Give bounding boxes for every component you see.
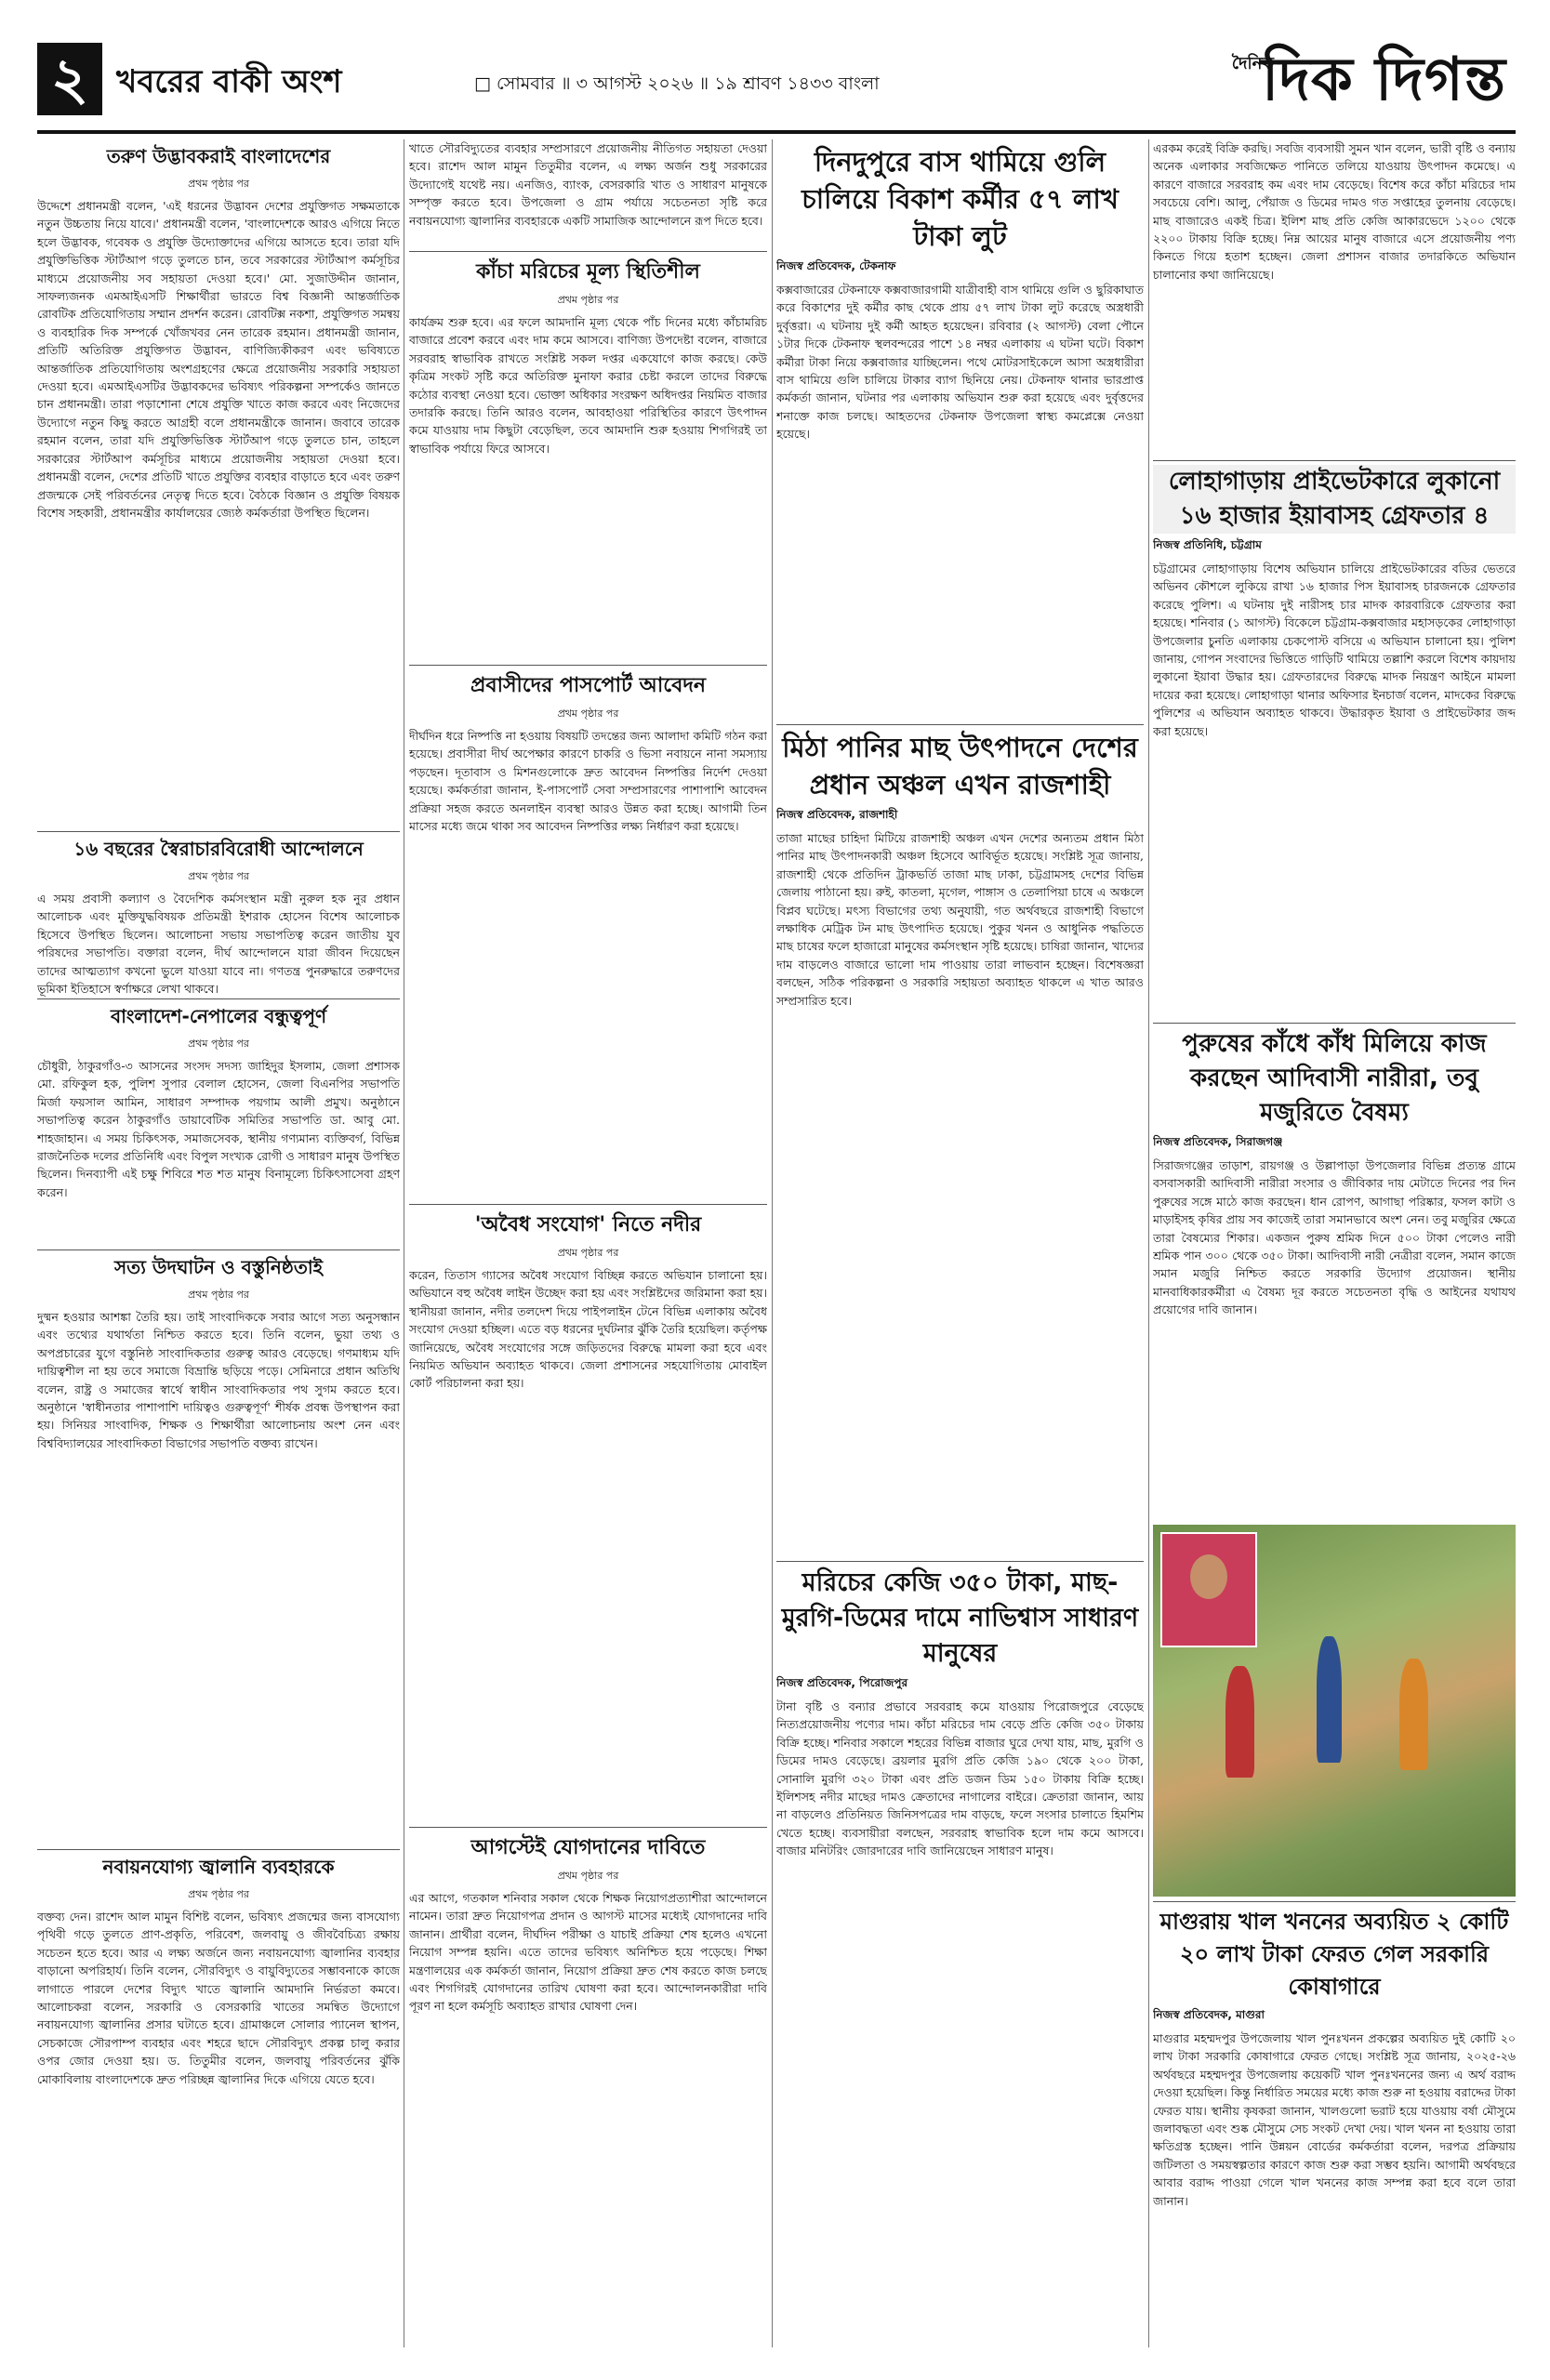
story-passport: [409, 669, 767, 1205]
story-headline: আগস্টেই যোগদানের দাবিতে: [470, 1836, 706, 1859]
story-body: চট্টগ্রামের লোহাগাড়ায় বিশেষ অভিযান চালিয়ে প্রাইভেটকারের বডির ভেতরে অভিনব কৌশলে লুকিয়ে রাখা ১৬ হাজার পিস ইয়াবাসহ চারজনকে গ্রেফতার করেছে পুলিশ। এ ঘটনায় দুই নারীসহ চার মাদক কারবারিকে গ্রেফতার করা হয়েছে। শনিবার (১ আগস্ট) বিকেলে চট্টগ্রাম-কক্সবাজার মহাসড়কের লোহাগাড়া উপজেলার চুনতি এলাকায় চেকপোস্ট বসিয়ে এ অভিযান চালানো হয়। পুলিশ জানায়, গোপন সংবাদের ভিত্তিতে গাড়িটি থামিয়ে তল্লাশি করলে বিশেষ কায়দায় লুকানো ইয়াবা উদ্ধার হয়। গ্রেফতারদের বিরুদ্ধে মাদক নিয়ন্ত্রণ আইনে মামলা দায়ের করা হয়েছে। লোহাগাড়া থানার অফিসার ইনচার্জ বলেন, মাদকের বিরুদ্ধে পুলিশের এ অভিযান অব্যাহত থাকবে। উদ্ধারকৃত ইয়াবা ও প্রাইভেটকার জব্দ করা হয়েছে।: [1153, 562, 1516, 738]
story-magura-canal: [1153, 1906, 1516, 2347]
story-headline: মিঠা পানির মাছ উৎপাদনে দেশের প্রধান অঞ্চল এখন রাজশাহী: [782, 732, 1138, 800]
story-headline: মরিচের কেজি ৩৫০ টাকা, মাছ-মুরগি-ডিমের দামে নাভিশ্বাস সাধারণ মানুষের: [781, 1568, 1139, 1668]
worker-figure: [1225, 1666, 1254, 1778]
page-number: ২: [37, 43, 102, 115]
story-journalism: [37, 1254, 400, 1850]
story-body: দুষ্মন হওয়ার আশঙ্কা তৈরি হয়। তাই সাংবাদিককে সবার আগে সত্য অনুসন্ধান এবং তথ্যের যথার্থতা নিশ্চিত করতে হবে। তিনি বলেন, ভুয়া তথ্য ও অপপ্রচারের যুগে বস্তুনিষ্ঠ সাংবাদিকতার গুরুত্ব আরও বেড়েছে। গণমাধ্যম যদি দায়িত্বশীল না হয় তবে সমাজে বিভ্রান্তি ছড়িয়ে পড়ে। সেমিনারে প্রধান অতিথি বলেন, রাষ্ট্র ও সমাজের স্বার্থে স্বাধীন সাংবাদিকতার পথ সুগম করতে হবে। অনুষ্ঠানে 'স্বাধীনতার পাশাপাশি দায়িত্বও গুরুত্বপূর্ণ' শীর্ষক প্রবন্ধ উপস্থাপন করা হয়। সিনিয়র সাংবাদিক, শিক্ষক ও শিক্ষার্থীরা আলোচনায় অংশ নেন এবং বিশ্ববিদ্যালয়ের সাংবাদিকতা বিভাগের সভাপতি বক্তব্য রাখেন।: [37, 1310, 400, 1450]
story-innovators: [37, 143, 400, 832]
story-nepal: [37, 1003, 400, 1250]
story-yaba-arrest: [1153, 465, 1516, 1024]
story-chili-price: [409, 256, 767, 666]
story-headline: পুরুষের কাঁধে কাঁধ মিলিয়ে কাজ করছেন আদিবাসী নারীরা, তবু মজুরিতে বৈষম্য: [1182, 1030, 1487, 1127]
story-rajshahi-fish: [776, 729, 1144, 1562]
story-indigenous-women: [1153, 1027, 1516, 1902]
story-bkash-robbery: [776, 143, 1144, 725]
story-headline: বাংলাদেশ-নেপালের বন্ধুত্বপূর্ণ: [110, 1005, 327, 1027]
story-headline: মাগুরায় খাল খননের অব্যয়িত ২ কোটি ২০ লাখ টাকা ফেরত গেল সরকারি কোষাগারে: [1159, 1909, 1509, 2000]
portrait-face: [1190, 1554, 1227, 1599]
story-byline: নিজস্ব প্রতিবেদক, টেকনাফ: [776, 259, 896, 272]
column-4: [1153, 139, 1516, 2347]
jump-label: প্রথম পৃষ্ঠার পর: [188, 870, 249, 882]
jump-label: প্রথম পৃষ্ঠার পর: [557, 1247, 619, 1259]
story-byline: নিজস্ব প্রতিবেদক, রাজশাহী: [776, 808, 898, 821]
story-body: দীর্ঘদিন ধরে নিষ্পত্তি না হওয়ায় বিষয়টি তদন্তের জন্য আলাদা কমিটি গঠন করা হয়েছে। প্রবাসীরা দীর্ঘ অপেক্ষার কারণে চাকরি ও ভিসা নবায়নে নানা সমস্যায় পড়ছেন। দূতাবাস ও মিশনগুলোকে দ্রুত আবেদন নিষ্পত্তির নির্দেশ দেওয়া হয়েছে। কর্মকর্তারা জানান, ই-পাসপোর্ট সেবা সম্প্রসারণের পাশাপাশি আবেদন প্রক্রিয়া সহজ করতে অনলাইন ব্যবস্থা আরও উন্নত করা হচ্ছে। আগামী তিন মাসের মধ্যে জমে থাকা সব আবেদন নিষ্পত্তির লক্ষ্য নির্ধারণ করা হয়েছে।: [409, 729, 767, 834]
story-teacher-joining: [409, 1831, 767, 2347]
story-headline: সত্য উদঘাটন ও বস্তুনিষ্ঠতাই: [113, 1256, 324, 1278]
jump-label: প্রথম পৃষ্ঠার পর: [188, 1289, 249, 1301]
story-body: সিরাজগঞ্জের তাড়াশ, রায়গঞ্জ ও উল্লাপাড়া উপজেলার বিভিন্ন প্রত্যন্ত গ্রামে বসবাসকারী আদিবাসী নারীরা সংসার ও জীবিকার দায় মেটাতে দিনের পর দিন পুরুষের সঙ্গে মাঠে কাজ করছেন। ধান রোপণ, আগাছা পরিষ্কার, ফসল কাটা ও মাড়াইসহ কৃষির প্রায় সব কাজেই তারা সমানভাবে অংশ নেন। তবু মজুরির ক্ষেত্রে তারা বৈষম্যের শিকার। একজন পুরুষ শ্রমিক দিনে ৫০০ টাকা পেলেও নারী শ্রমিক পান ৩০০ থেকে ৩৫০ টাকা। আদিবাসী নারী নেত্রীরা বলেন, সমান কাজে সমান মজুরি নিশ্চিত করতে সরকারি উদ্যোগ প্রয়োজন। স্থানীয় মানবাধিকারকর্মীরা এ বৈষম্য দূর করতে সচেতনতা বৃদ্ধি ও আইনের যথাযথ প্রয়োগের দাবি জানান।: [1153, 1158, 1516, 1317]
column-3: [776, 139, 1144, 2347]
story-headline: প্রবাসীদের পাসপোর্ট আবেদন: [470, 674, 707, 697]
section-title: খবরের বাকী অংশ: [116, 63, 342, 100]
logo-small-text: দৈনিক: [1231, 54, 1274, 73]
story-byline: নিজস্ব প্রতিবেদক, মাগুরা: [1153, 2008, 1265, 2021]
story-headline: তরুণ উদ্ভাবকরাই বাংলাদেশের: [106, 145, 331, 167]
jump-label: প্রথম পৃষ্ঠার পর: [557, 1870, 619, 1882]
story-body: টানা বৃষ্টি ও বন্যার প্রভাবে সরবরাহ কমে যাওয়ায় পিরোজপুরে বেড়েছে নিত্যপ্রয়োজনীয় পণ্যের দাম। কাঁচা মরিচের দাম বেড়ে প্রতি কেজি ৩৫০ টাকায় বিক্রি হচ্ছে। শনিবার সকালে শহরের বিভিন্ন বাজার ঘুরে দেখা যায়, মাছ, মুরগি ও ডিমের দামও বেড়েছে। ব্রয়লার মুরগি প্রতি কেজি ১৯০ থেকে ২০০ টাকা, সোনালি মুরগি ৩২০ টাকা এবং প্রতি ডজন ডিম ১৫০ টাকায় বিক্রি হচ্ছে। ইলিশসহ নদীর মাছের দামও ক্রেতাদের নাগালের বাইরে। ক্রেতারা জানান, আয় না বাড়লেও প্রতিনিয়ত জিনিসপত্রের দাম বাড়ছে, ফলে সংসার চালাতে হিমশিম খেতে হচ্ছে। ব্যবসায়ীরা বলছেন, সরবরাহ স্বাভাবিক হলে দাম কমে আসবে। বাজার মনিটরিং জোরদারের দাবি জানিয়েছেন সাধারণ মানুষ।: [776, 1699, 1144, 1858]
story-body: খাতে সৌরবিদ্যুতের ব্যবহার সম্প্রসারণে প্রয়োজনীয় নীতিগত সহায়তা দেওয়া হবে। রাশেদ আল মামুন তিতুমীর বলেন, এ লক্ষ্য অর্জন শুধু সরকারের উদ্যোগেই যথেষ্ট নয়। এনজিও, ব্যাংক, বেসরকারি খাত ও সাধারণ মানুষকে সম্পৃক্ত করতে হবে। উপজেলা ও গ্রাম পর্যায়ে সচেতনতা সৃষ্টি করে নবায়নযোগ্য জ্বালানির ব্যবহারকে একটি সামাজিক আন্দোলনে রূপ দিতে হবে।: [409, 141, 767, 228]
story-headline: ১৬ বছরের স্বৈরাচারবিরোধী আন্দোলনে: [73, 838, 364, 860]
jump-label: প্রথম পৃষ্ঠার পর: [188, 1888, 249, 1900]
column-2: [409, 139, 767, 2347]
story-body: কার্যক্রম শুরু হবে। এর ফলে আমদানি মূল্য থেকে পাঁচ দিনের মধ্যে কাঁচামরিচ বাজারে প্রবেশ করবে এবং দাম কমে আসবে। বাণিজ্য উপদেষ্টা বলেন, বাজারে সরবরাহ স্বাভাবিক রাখতে সংশ্লিষ্ট সকল দপ্তর একযোগে কাজ করছে। কেউ কৃত্রিম সংকট সৃষ্টি করে অতিরিক্ত মুনাফা করার চেষ্টা করলে তাদের বিরুদ্ধে কঠোর ব্যবস্থা নেওয়া হবে। ভোক্তা অধিকার সংরক্ষণ অধিদপ্তর নিয়মিত বাজার তদারকি করছে। তিনি আরও বলেন, আবহাওয়া পরিস্থিতির কারণে উৎপাদন কমে যাওয়ায় দাম কিছুটা বেড়েছিল, তবে আমদানি শুরু হওয়ায় শিগগিরই তা স্বাভাবিক পর্যায়ে ফিরে আসবে।: [409, 315, 767, 456]
story-body: উদ্দেশে প্রধানমন্ত্রী বলেন, 'এই ধরনের উদ্ভাবন দেশের প্রযুক্তিগত সক্ষমতাকে নতুন উচ্চতায় নিয়ে যাবে।' প্রধানমন্ত্রী বলেন, 'বাংলাদেশকে আরও এগিয়ে নিতে হলে উদ্ভাবক, গবেষক ও প্রযুক্তি উদ্যোক্তাদের এগিয়ে আসতে হবে। তারা যদি প্রযুক্তিভিত্তিক স্টার্টআপ গড়ে তুলতে চান, তবে সরকারের স্টার্টআপ কর্মসূচির মাধ্যমে প্রয়োজনীয় সব সহায়তা দেওয়া হবে।' মো. সুজাউদ্দীন জানান, সাফল্যজনক এমআইএসটি শিক্ষার্থীরা ভারতে বিশ্ব বিজ্ঞানী আন্তর্জাতিক রোবটিক প্রতিযোগিতায় সম্মান প্রদর্শন করেন। রোবটিক্স নকশা, প্রযুক্তিগত সমন্বয় ও ব্যবহারিক দিক সম্পর্কে খোঁজখবর নেন তারেক রহমান। প্রধানমন্ত্রী জানান, প্রতিটি অতিরিক্ত প্রযুক্তিগত উদ্ভাবন, বাণিজ্যিকীকরণ এবং ভবিষ্যতে আন্তর্জাতিক প্রতিযোগিতায় অংশগ্রহণের ক্ষেত্রে প্রয়োজনীয় সরকারি সহায়তা দেওয়া হবে। এমআইএসটির উদ্ভাবকদের ভবিষ্যৎ পরিকল্পনা সম্পর্কেও জানতে চান প্রধানমন্ত্রী। তারা পড়াশোনা শেষে প্রযুক্তি খাতে কাজ করবে এবং নিজেদের উদ্যোগে নতুন কিছু করতে আগ্রহী বলে প্রধানমন্ত্রীকে জানান। জবাবে তারেক রহমান বলেন, তারা যদি প্রযুক্তিভিত্তিক স্টার্টআপ গড়ে তুলতে চান, তাহলে সরকারের স্টার্টআপ কর্মসূচির মাধ্যমে প্রয়োজনীয় সহায়তা দেওয়া হবে। প্রধানমন্ত্রী বলেন, দেশের প্রতিটি খাতে প্রযুক্তির ব্যবহার বাড়াতে হবে এবং তরুণ প্রজন্মকে সেই পরিবর্তনের নেতৃত্ব দিতে হবে। বৈঠকে বিজ্ঞান ও প্রযুক্তি বিষয়ক বিশেষ সহকারী, প্রধানমন্ত্রীর কার্যালয়ের জ্যেষ্ঠ কর্মকর্তারা উপস্থিত ছিলেন।: [37, 199, 400, 520]
women-working-photo: [1153, 1525, 1516, 1897]
story-renewable-continued: [409, 139, 767, 252]
jump-label: প্রথম পৃষ্ঠার পর: [557, 707, 619, 720]
story-body: তাজা মাছের চাহিদা মিটিয়ে রাজশাহী অঞ্চল এখন দেশের অন্যতম প্রধান মিঠা পানির মাছ উৎপাদনকারী অঞ্চল হিসেবে আবির্ভূত হয়েছে। সংশ্লিষ্ট সূত্র জানায়, রাজশাহী থেকে প্রতিদিন ট্রাকভর্তি তাজা মাছ ঢাকা, চট্টগ্রামসহ দেশের বিভিন্ন জেলায় পাঠানো হয়। রুই, কাতলা, মৃগেল, পাঙ্গাস ও তেলাপিয়া চাষে এ অঞ্চলে বিপ্লব ঘটেছে। মৎস্য বিভাগের তথ্য অনুযায়ী, গত অর্থবছরে রাজশাহী বিভাগে লক্ষাধিক মেট্রিক টন মাছ উৎপাদিত হয়েছে। পুকুর খনন ও আধুনিক পদ্ধতিতে মাছ চাষের ফলে হাজারো মানুষের কর্মসংস্থান সৃষ্টি হয়েছে। চাষিরা জানান, খাদ্যের দাম বাড়লেও বাজারে ভালো দাম পাওয়ায় তারা লাভবান হচ্ছেন। বিশেষজ্ঞরা বলছেন, সঠিক পরিকল্পনা ও সরকারি সহায়তা অব্যাহত থাকলে এ খাত আরও সম্প্রসারিত হবে।: [776, 831, 1144, 1008]
story-body: বক্তব্য দেন। রাশেদ আল মামুন বিশিষ্ট বলেন, ভবিষ্যৎ প্রজন্মের জন্য বাসযোগ্য পৃথিবী গড়ে তুলতে প্রাণ-প্রকৃতি, পরিবেশ, জলবায়ু ও জীববৈচিত্র্য রক্ষায় সচেতন হতে হবে। আর এ লক্ষ্য অর্জনে জন্য নবায়নযোগ্য জ্বালানির ব্যবহার বাড়ানো অপরিহার্য। তিনি বলেন, সৌরবিদ্যুৎ ও বায়ুবিদ্যুতের সম্ভাবনাকে কাজে লাগাতে পারলে দেশের বিদ্যুৎ খাতে জ্বালানি আমদানি নির্ভরতা কমবে। আলোচকরা বলেন, সরকারি ও বেসরকারি খাতের সমন্বিত উদ্যোগে নবায়নযোগ্য জ্বালানির প্রসার ঘটাতে হবে। গ্রামাঞ্চলে সোলার প্যানেল স্থাপন, সেচকাজে সৌরপাম্প ব্যবহার এবং শহরে ছাদে সৌরবিদ্যুৎ প্রকল্প চালু করার ওপর জোর দেওয়া হয়। ড. তিতুমীর বলেন, জলবায়ু পরিবর্তনের ঝুঁকি মোকাবিলায় বাংলাদেশকে দ্রুত পরিচ্ছন্ন জ্বালানির দিকে এগিয়ে যেতে হবে।: [37, 1910, 400, 2086]
worker-figure: [1399, 1659, 1428, 1770]
column-divider: [772, 139, 773, 2347]
story-headline: লোহাগাড়ায় প্রাইভেটকারে লুকানো ১৬ হাজার ইয়াবাসহ গ্রেফতার ৪: [1153, 465, 1516, 534]
story-byline: নিজস্ব প্রতিবেদক, সিরাজগঞ্জ: [1153, 1135, 1283, 1148]
story-illegal-connection: [409, 1209, 767, 1828]
jump-label: প্রথম পৃষ্ঠার পর: [188, 178, 249, 190]
story-pirojpur-prices: [776, 1566, 1144, 2347]
story-renewable: [37, 1854, 400, 2347]
story-headline: 'অবৈধ সংযোগ' নিতে নদীর: [474, 1213, 702, 1236]
story-pirojpur-continued: [1153, 139, 1516, 461]
story-body: কক্সবাজারের টেকনাফে কক্সবাজারগামী যাত্রীবাহী বাস থামিয়ে গুলি ও ছুরিকাঘাত করে বিকাশের দুই কর্মীর কাছ থেকে প্রায় ৫৭ লাখ টাকা লুট করেছে অস্ত্রধারী দুর্বৃত্তরা। এ ঘটনায় দুই কর্মী আহত হয়েছেন। রবিবার (২ আগস্ট) বেলা পৌনে ১টার দিকে টেকনাফ স্থলবন্দরের পাশে ১৪ নম্বর এলাকায় এ ঘটনা ঘটে। বিকাশ কর্মীরা টাকা নিয়ে কক্সবাজার যাচ্ছিলেন। পথে মোটরসাইকেলে আসা অস্ত্রধারীরা বাস থামিয়ে গুলি চালিয়ে টাকার ব্যাগ ছিনিয়ে নেয়। টেকনাফ থানার ভারপ্রাপ্ত কর্মকর্তা জানান, ঘটনার পর এলাকায় অভিযান শুরু করা হয়েছে এবং দুর্বৃত্তদের শনাক্তে কাজ চলছে। আহতদের টেকনাফ উপজেলা স্বাস্থ্য কমপ্লেক্সে নেওয়া হয়েছে।: [776, 283, 1144, 442]
newspaper-logo: [1227, 37, 1506, 123]
story-body: এরকম করেই বিক্রি করছি। সবজি ব্যবসায়ী সুমন খান বলেন, ভারী বৃষ্টি ও বন্যায় অনেক এলাকার সবজিক্ষেত পানিতে তলিয়ে যাওয়ায় উৎপাদন কমেছে। এ কারণে বাজারে সরবরাহ কম এবং দাম বেড়েছে। বিশেষ করে কাঁচা মরিচের দাম সবচেয়ে বেশি। আলু, পেঁয়াজ ও ডিমের দামও গত সপ্তাহের তুলনায় বেড়েছে। মাছ বাজারেও একই চিত্র। ইলিশ মাছ প্রতি কেজি আকারভেদে ১২০০ থেকে ২২০০ টাকায় বিক্রি হচ্ছে। নিম্ন আয়ের মানুষ বাজারে এসে প্রয়োজনীয় পণ্য কিনতে গিয়ে হতাশ হচ্ছেন। জেলা প্রশাসন বাজার তদারকিতে অভিযান চালানোর কথা জানিয়েছে।: [1153, 141, 1516, 282]
story-body: করেন, তিতাস গ্যাসের অবৈধ সংযোগ বিচ্ছিন্ন করতে অভিযান চালানো হয়। অভিযানে বহু অবৈধ লাইন উচ্ছেদ করা হয় এবং সংশ্লিষ্টদের জরিমানা করা হয়। স্থানীয়রা জানান, নদীর তলদেশ দিয়ে পাইপলাইন টেনে বিভিন্ন এলাকায় অবৈধ সংযোগ দেওয়া হচ্ছিল। এতে বড় ধরনের দুর্ঘটনার ঝুঁকি তৈরি হয়েছিল। কর্তৃপক্ষ জানিয়েছে, অবৈধ সংযোগের সঙ্গে জড়িতদের বিরুদ্ধে মামলা করা হবে এবং নিয়মিত অভিযান অব্যাহত থাকবে। জেলা প্রশাসনের সহযোগিতায় মোবাইল কোর্ট পরিচালনা করা হয়।: [409, 1268, 767, 1391]
story-body: এ সময় প্রবাসী কল্যাণ ও বৈদেশিক কর্মসংস্থান মন্ত্রী নুরুল হক নুর প্রধান আলোচক এবং মুক্তিযুদ্ধবিষয়ক প্রতিমন্ত্রী ইশরাক হোসেন বিশেষ আলোচক হিসেবে উপস্থিত ছিলেন। আলোচনা সভায় সভাপতিত্ব করেন জাতীয় যুব পরিষদের সভাপতি। বক্তারা বলেন, দীর্ঘ আন্দোলনে যারা জীবন দিয়েছেন তাদের আত্মত্যাগ কখনো ভুলে যাওয়া যাবে না। গণতন্ত্র পুনরুদ্ধারে তরুণদের ভূমিকা ইতিহাসে স্বর্ণাক্ষরে লেখা থাকবে।: [37, 892, 400, 997]
logo-main-text: দিক দিগন্ত: [1262, 46, 1506, 114]
story-headline: দিনদুপুরে বাস থামিয়ে গুলি চালিয়ে বিকাশ কর্মীর ৫৭ লাখ টাকা লুট: [801, 146, 1119, 252]
story-headline: কাঁচা মরিচের মূল্য স্থিতিশীল: [476, 260, 700, 284]
masthead-rule: [37, 130, 1516, 134]
worker-figure: [1317, 1636, 1342, 1763]
story-headline: নবায়নযোগ্য জ্বালানি ব্যবহারকে: [102, 1856, 335, 1878]
story-body: মাগুরার মহম্মদপুর উপজেলায় খাল পুনঃখনন প্রকল্পের অব্যয়িত দুই কোটি ২০ লাখ টাকা সরকারি কোষাগারে ফেরত গেছে। সংশ্লিষ্ট সূত্র জানায়, ২০২৫-২৬ অর্থবছরে মহম্মদপুর উপজেলায় কয়েকটি খাল পুনঃখননের জন্য এ অর্থ বরাদ্দ দেওয়া হয়েছিল। কিন্তু নির্ধারিত সময়ের মধ্যে কাজ শুরু না হওয়ায় বরাদ্দের টাকা ফেরত যায়। স্থানীয় কৃষকরা জানান, খালগুলো ভরাট হয়ে যাওয়ায় বর্ষা মৌসুমে জলাবদ্ধতা এবং শুষ্ক মৌসুমে সেচ সংকট দেখা দেয়। খাল খনন না হওয়ায় তারা ক্ষতিগ্রস্ত হচ্ছেন। পানি উন্নয়ন বোর্ডের কর্মকর্তারা বলেন, দরপত্র প্রক্রিয়ায় জটিলতা ও সময়স্বল্পতার কারণে কাজ শুরু করা সম্ভব হয়নি। আগামী অর্থবছরে আবার বরাদ্দ পাওয়া গেলে খাল খননের কাজ সম্পন্ন করা হবে বলে তারা জানান।: [1153, 2031, 1516, 2208]
story-anti-autocracy: [37, 836, 400, 999]
column-divider: [1148, 139, 1149, 2347]
story-body: চৌধুরী, ঠাকুরগাঁও-৩ আসনের সংসদ সদস্য জাহিদুর ইসলাম, জেলা প্রশাসক মো. রফিকুল হক, পুলিশ সুপার বেলাল হোসেন, জেলা বিএনপির সভাপতি মির্জা ফয়সাল আমিন, সাধারণ সম্পাদক পয়গাম আলী প্রমুখ। অনুষ্ঠানে সভাপতিত্ব করেন ঠাকুরগাঁও ডায়াবেটিক সমিতির সভাপতি ডা. আবু মো. শাহজাহান। এ সময় চিকিৎসক, সমাজসেবক, স্থানীয় গণ্যমান্য ব্যক্তিবর্গ, বিভিন্ন রাজনৈতিক দলের প্রতিনিধি এবং বিপুল সংখ্যক রোগী ও সাধারণ মানুষ উপস্থিত ছিলেন। দিনব্যাপী এই চক্ষু শিবিরে শত শত মানুষ বিনামূল্যে চিকিৎসাসেবা গ্রহণ করেন।: [37, 1059, 400, 1199]
jump-label: প্রথম পৃষ্ঠার পর: [188, 1038, 249, 1050]
column-1: [37, 139, 400, 2347]
story-byline: নিজস্ব প্রতিবেদক, পিরোজপুর: [776, 1676, 908, 1689]
jump-label: প্রথম পৃষ্ঠার পর: [557, 294, 619, 306]
masthead: [37, 37, 1516, 135]
inset-portrait-photo: [1160, 1532, 1257, 1647]
story-byline: নিজস্ব প্রতিনিধি, চট্টগ্রাম: [1153, 538, 1262, 551]
story-body: এর আগে, গতকাল শনিবার সকাল থেকে শিক্ষক নিয়োগপ্রত্যাশীরা আন্দোলনে নামেন। তারা দ্রুত নিয়োগপত্র প্রদান ও আগস্ট মাসের মধ্যেই যোগদানের দাবি জানান। প্রার্থীরা বলেন, দীর্ঘদিন পরীক্ষা ও যাচাই প্রক্রিয়া শেষ হলেও এখনো নিয়োগ সম্পন্ন হয়নি। এতে তাদের ভবিষ্যৎ অনিশ্চিত হয়ে পড়েছে। শিক্ষা মন্ত্রণালয়ের এক কর্মকর্তা জানান, নিয়োগ প্রক্রিয়া দ্রুত শেষ করতে কাজ চলছে এবং শিগগিরই যোগদানের তারিখ ঘোষণা করা হবে। আন্দোলনকারীরা দাবি পূরণ না হলে কর্মসূচি অব্যাহত রাখার ঘোষণা দেন।: [409, 1891, 767, 2014]
dateline: □ সোমবার ॥ ৩ আগস্ট ২০২৬ ॥ ১৯ শ্রাবণ ১৪৩৩ বাংলা: [474, 73, 880, 94]
